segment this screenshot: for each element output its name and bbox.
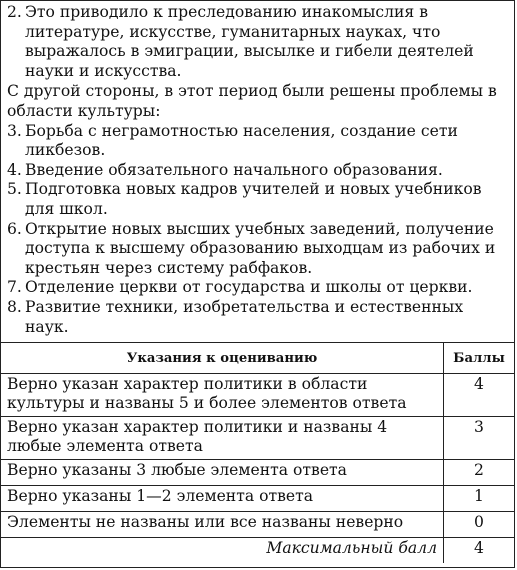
- item-number: 2.: [7, 3, 22, 21]
- table-row: [1, 373, 514, 416]
- table-row: [1, 511, 514, 537]
- item-number: 5.: [7, 180, 22, 199]
- answer-content: [1, 1, 514, 337]
- score-header: Баллы: [444, 343, 515, 374]
- score-cell: 1: [444, 485, 515, 511]
- criteria-header: Указания к оцениванию: [1, 343, 444, 374]
- item-number: 4.: [7, 160, 22, 179]
- list-item-3: [7, 122, 506, 161]
- criteria-cell: Верно указан характер политики в области культуры и названы 5 и более элементов ответа: [1, 373, 444, 416]
- item-number: 7.: [7, 278, 22, 297]
- list-item-2: [7, 3, 506, 81]
- table-row: [1, 416, 514, 459]
- item-text: Развитие техники, изобретательства и естественных наук.: [25, 297, 464, 336]
- table-row: [1, 485, 514, 511]
- list-item-6: [7, 220, 506, 279]
- item-number: 6.: [7, 219, 22, 238]
- list-item-7: [7, 278, 506, 298]
- intro-paragraph: С другой стороны, в этот период были решены проблемы в области культуры:: [7, 82, 497, 120]
- score-cell: 0: [444, 511, 515, 537]
- list-item-5: [7, 180, 506, 219]
- list-item-4: [7, 161, 506, 181]
- item-text: Это приводило к преследованию инакомыслия в литературе, искусстве, гуманитарных науках, что выражалось в эмиграции, высылке и гибели деятелей науки и искусства.: [25, 3, 474, 80]
- item-text: Подготовка новых кадров учителей и новых учебников для школ.: [25, 180, 482, 218]
- list-item-8: [7, 298, 506, 337]
- max-score-value: 4: [444, 537, 515, 563]
- score-cell: 3: [444, 416, 515, 459]
- item-text: Отделение церкви от государства и школы от церкви.: [25, 278, 473, 297]
- criteria-cell: Верно указаны 3 любые элемента ответа: [1, 459, 444, 485]
- criteria-cell: Верно указан характер политики и названы 4 любые элемента ответа: [1, 416, 444, 459]
- criteria-cell: Элементы не названы или все названы неверно: [1, 511, 444, 537]
- table-row: [1, 459, 514, 485]
- score-cell: 2: [444, 459, 515, 485]
- item-number: 8.: [7, 297, 22, 316]
- criteria-cell: Верно указаны 1—2 элемента ответа: [1, 485, 444, 511]
- max-score-row: [1, 537, 514, 563]
- grading-table: [1, 342, 514, 563]
- score-cell: 4: [444, 373, 515, 416]
- item-text: Открытие новых высших учебных заведений, получение доступа к высшему образованию выходцам из рабочих и крестьян через систему рабфаков.: [25, 219, 496, 277]
- item-text: Введение обязательного начального образования.: [25, 160, 443, 179]
- item-text: Борьба с неграмотностью населения, создание сети ликбезов.: [25, 121, 458, 160]
- item-number: 3.: [7, 121, 22, 140]
- max-score-label: Максимальный балл: [1, 537, 444, 563]
- table-header-row: [1, 343, 514, 374]
